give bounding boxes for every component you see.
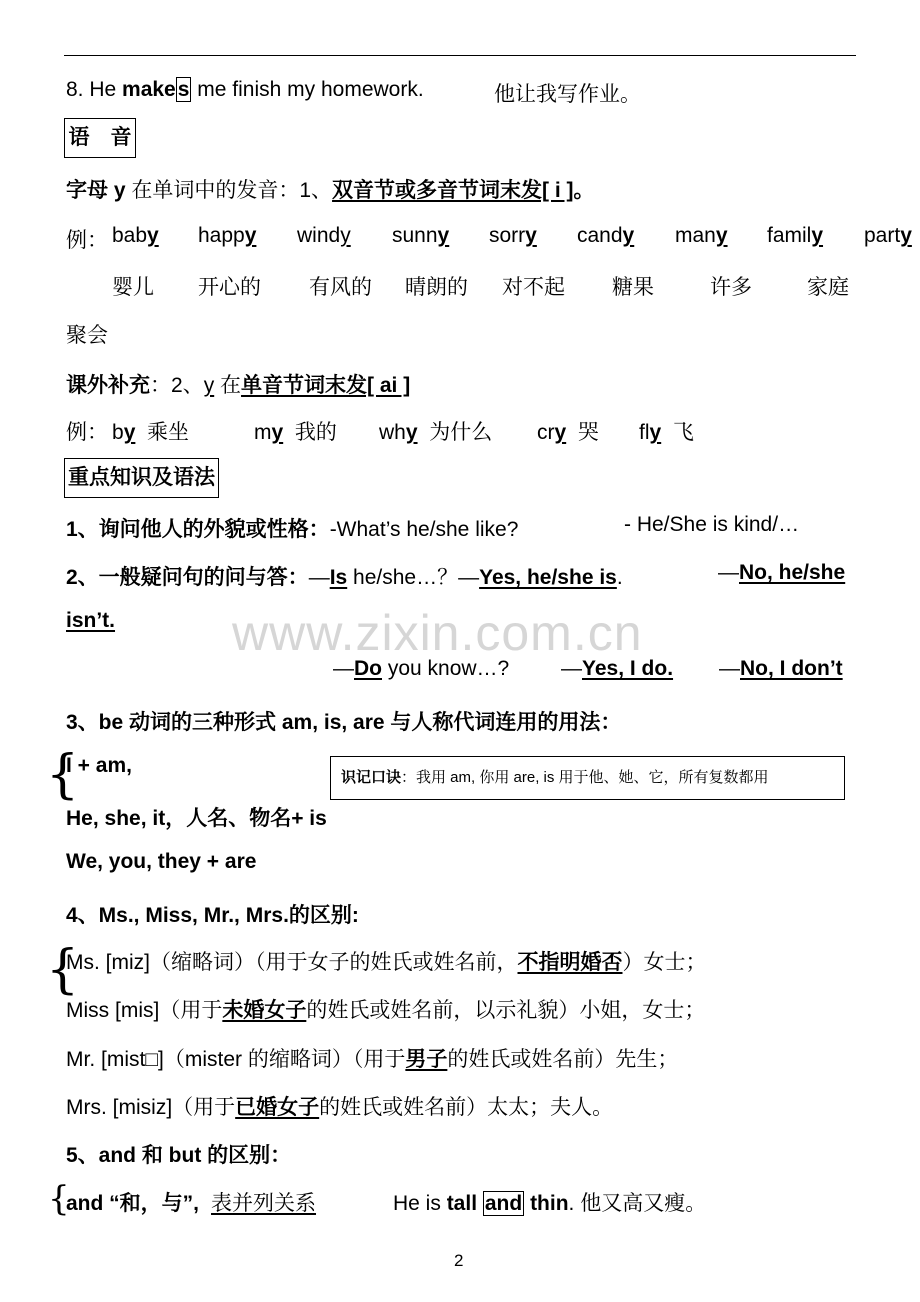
example-word: candy [577,224,635,247]
grammar-point-5: 5、and 和 but 的区别： [66,1144,292,1167]
be-rule-are: We, you, they + are [66,850,257,873]
watermark: www.zixin.com.cn [232,605,643,661]
grammar-point-1: 1、询问他人的外貌或性格：-What’s he/she like? [66,518,519,541]
title-mr: Mr. [mist□]（mister 的缩略词）（用于男子的姓氏或姓名前）先生； [66,1048,679,1071]
grammar-point-1-answer: - He/She is kind/… [624,513,800,536]
example-word: sunny [392,224,450,247]
word-meaning: 聚会 [66,324,108,347]
verb-suffix-s: s [177,78,190,101]
verb-make: make [122,78,176,101]
word-meaning: 有风的 [309,276,372,299]
grammar-point-2-no-cont: isn’t. [66,609,116,632]
mnemonic-box [330,756,845,800]
word-meaning: 糖果 [612,276,654,299]
grammar-point-4: 4、Ms., Miss, Mr., Mrs.的区别: [66,904,359,927]
section-heading-phonics: 语 音 [64,118,136,158]
page-number: 2 [454,1251,464,1270]
rule-end: 。 [573,179,595,202]
left-brace: { [46,940,80,1000]
example-word: fly 飞 [639,421,694,444]
word-meaning: 许多 [710,276,752,299]
example-label: 例： [66,229,108,252]
title-mrs: Mrs. [misiz]（用于已婚女子的姓氏或姓名前）太太；夫人。 [66,1096,614,1119]
section-heading-grammar: 重点知识及语法 [64,458,219,498]
grammar-point-2-yes: —Yes, I do. [561,657,674,680]
mnemonic-label: 识记口诀 [341,769,402,786]
example-word: sorry [489,224,537,247]
be-rule-is: He, she, it，人名、物名+ is [66,807,327,830]
example-word: baby [112,224,159,247]
rule-sound: 单音节词末发[ ai ] [241,374,411,397]
example-word: happy [198,224,257,247]
sentence-rest: me finish my homework. [191,78,424,101]
phonics-rule-2: 课外补充：2、y 在单音节词末发[ ai ] [66,374,411,397]
word-meaning: 婴儿 [112,276,154,299]
rule-letter: y [113,179,126,202]
example-word: many [675,224,728,247]
word-meaning: 家庭 [807,276,849,299]
example-word: party [864,224,912,247]
left-brace: { [48,1179,70,1219]
header-rule [64,55,856,56]
example-label: 例： [66,421,108,444]
rule-text: 在单词中的发音：1、 [125,179,333,202]
be-rule-i: I + am, [66,754,132,777]
sentence-8-translation: 他让我写作业。 [494,83,641,106]
and-usage: and “和，与”, 表并列关系 [66,1192,317,1215]
grammar-point-2: 2、一般疑问句的问与答：—Is he/she…？—Yes, he/she is. [66,566,623,589]
left-brace: { [46,745,80,805]
word-meaning: 晴朗的 [405,276,468,299]
example-word: why 为什么 [379,421,493,444]
grammar-point-2-do: —Do you know…? [333,657,510,680]
example-word: family [767,224,824,247]
grammar-point-2-no: —No, he/she [718,561,846,584]
sentence-8 [66,78,424,102]
extra-label: 课外补充 [66,374,150,397]
grammar-point-3: 3、be 动词的三种形式 am, is, are 与人称代词连用的用法： [66,711,622,734]
sentence-number: 8. He [66,78,123,101]
grammar-point-2-no2: —No, I don’t [719,657,843,680]
title-ms: Ms. [miz]（缩略词）（用于女子的姓氏或姓名前，不指明婚否）女士； [66,951,707,974]
example-word: by 乘坐 [112,421,190,444]
word-meaning: 开心的 [198,276,261,299]
rule-prefix: 字母 [66,179,114,202]
and-example: He is tall and thin. 他又高又瘦。 [393,1192,707,1215]
example-word: cry 哭 [537,421,599,444]
word-meaning: 对不起 [502,276,565,299]
phonics-rule-1 [66,174,595,204]
mnemonic-text: ：我用 am, 你用 are, is 用于他、她、它，所有复数都用 [401,769,769,786]
example-word: windy [297,224,351,247]
example-word: my 我的 [254,421,337,444]
title-miss: Miss [mis]（用于未婚女子的姓氏或姓名前，以示礼貌）小姐，女士； [66,999,706,1022]
rule-sound: 双音节或多音节词末发[ i ] [332,179,574,202]
